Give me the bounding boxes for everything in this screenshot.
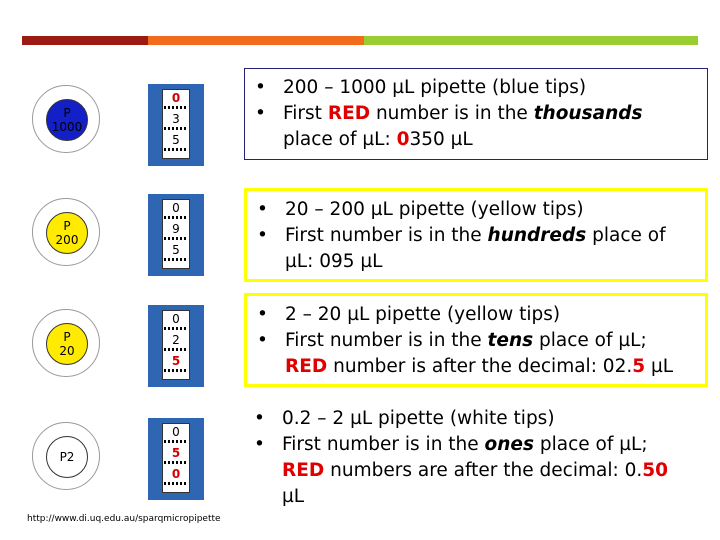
dial-ticks [164, 127, 188, 130]
dial-digit: 2 [172, 333, 180, 347]
continuation-line [254, 484, 700, 510]
emphasis-text: thousands [533, 103, 643, 124]
dial-p200 [148, 194, 204, 276]
text: µL [645, 356, 674, 377]
dial-window [162, 310, 190, 380]
text: µL: 095 µL [285, 251, 383, 272]
dial-digit: 0 [171, 467, 181, 481]
red-text: RED [285, 356, 328, 377]
dial-ticks [164, 216, 188, 219]
emphasis-text: ones [484, 434, 534, 455]
pipette-label-top: P [63, 219, 71, 233]
red-text: 0 [396, 129, 410, 150]
pipette-p200-icon [32, 198, 100, 266]
pipette-p2-tip [46, 436, 88, 478]
bullet-line [254, 432, 700, 458]
text: number is after the decimal: 02. [327, 356, 633, 377]
text: place of µL; [533, 330, 647, 351]
emphasis-text: tens [487, 330, 534, 351]
dial-p2 [148, 418, 204, 500]
bullet-text: 2 – 20 µL pipette (yellow tips) [285, 304, 561, 325]
pipette-p1000-icon [32, 85, 100, 153]
text: First [283, 103, 328, 124]
pipette-label-bottom: 200 [55, 233, 79, 247]
dial-digit: 5 [172, 133, 180, 147]
bullet-line [257, 302, 697, 328]
dial-window [162, 423, 190, 493]
dial-digit: 5 [171, 354, 181, 368]
text: place of µL: [283, 129, 397, 150]
red-text: 50 [642, 460, 668, 481]
dial-digit: 5 [171, 446, 181, 460]
bullet-line [255, 101, 699, 127]
bullet-text: 0.2 – 2 µL pipette (white tips) [282, 408, 555, 429]
top-bar-red [22, 36, 148, 45]
top-bar-green [364, 36, 698, 45]
red-text: RED [327, 103, 371, 124]
bullet-line [257, 197, 697, 223]
continuation-line [254, 458, 700, 484]
red-text: 5 [632, 356, 646, 377]
source-url: http://www.di.uq.edu.au/sparqmicropipette [27, 514, 221, 524]
info-box-p20 [244, 293, 708, 387]
text: 350 µL [409, 129, 473, 150]
pipette-label-top: P [63, 330, 71, 344]
pipette-p2-icon [32, 422, 100, 490]
text: µL [282, 486, 305, 507]
pipette-label-bottom: 20 [59, 344, 75, 358]
bullet-text: 200 – 1000 µL pipette (blue tips) [283, 77, 587, 98]
bullet: • [255, 103, 266, 124]
bullet: • [255, 77, 266, 98]
dial-digit: 0 [172, 425, 180, 439]
bullet-text: 20 – 200 µL pipette (yellow tips) [285, 199, 584, 220]
dial-ticks [164, 461, 188, 464]
emphasis-text: hundreds [487, 225, 587, 246]
dial-ticks [164, 369, 188, 372]
pipette-p20-tip [46, 323, 88, 365]
text: First number is in the [282, 434, 485, 455]
bullet: • [257, 225, 268, 246]
red-text: RED [282, 460, 325, 481]
bullet: • [257, 199, 268, 220]
info-box-p2 [244, 400, 708, 520]
pipette-label-top: P [63, 106, 71, 120]
dial-ticks [164, 348, 188, 351]
text: First number is in the [285, 330, 488, 351]
dial-ticks [164, 237, 188, 240]
text: First number is in the [285, 225, 488, 246]
dial-p1000 [148, 84, 204, 166]
dial-window [162, 199, 190, 269]
bullet-line [255, 75, 699, 101]
dial-window [162, 89, 190, 159]
dial-digit: 0 [172, 201, 180, 215]
bullet-line [257, 223, 697, 249]
dial-digit: 0 [171, 91, 181, 105]
dial-ticks [164, 440, 188, 443]
text: place of µL; [534, 434, 648, 455]
dial-ticks [164, 327, 188, 330]
continuation-line [255, 127, 699, 153]
bullet: • [257, 304, 268, 325]
dial-digit: 0 [172, 312, 180, 326]
bullet-line [254, 406, 700, 432]
dial-digit: 5 [172, 243, 180, 257]
dial-ticks [164, 482, 188, 485]
bullet: • [254, 408, 265, 429]
dial-p20 [148, 305, 204, 387]
dial-ticks [164, 148, 188, 151]
info-box-p200 [244, 188, 708, 282]
pipette-label-bottom: 1000 [51, 120, 83, 134]
pipette-label-top: P2 [59, 450, 75, 464]
continuation-line [257, 249, 697, 275]
info-box-p1000 [244, 68, 708, 160]
bullet: • [257, 330, 268, 351]
pipette-p200-tip [46, 212, 88, 254]
continuation-line [257, 354, 697, 380]
dial-ticks [164, 258, 188, 261]
text: number is in the [370, 103, 534, 124]
bullet: • [254, 434, 265, 455]
text: numbers are after the decimal: 0. [324, 460, 643, 481]
dial-digit: 9 [172, 222, 180, 236]
pipette-p20-icon [32, 309, 100, 377]
dial-digit: 3 [172, 112, 180, 126]
bullet-line [257, 328, 697, 354]
dial-ticks [164, 106, 188, 109]
text: place of [586, 225, 666, 246]
top-bar-orange [148, 36, 364, 45]
pipette-p1000-tip [46, 99, 88, 141]
